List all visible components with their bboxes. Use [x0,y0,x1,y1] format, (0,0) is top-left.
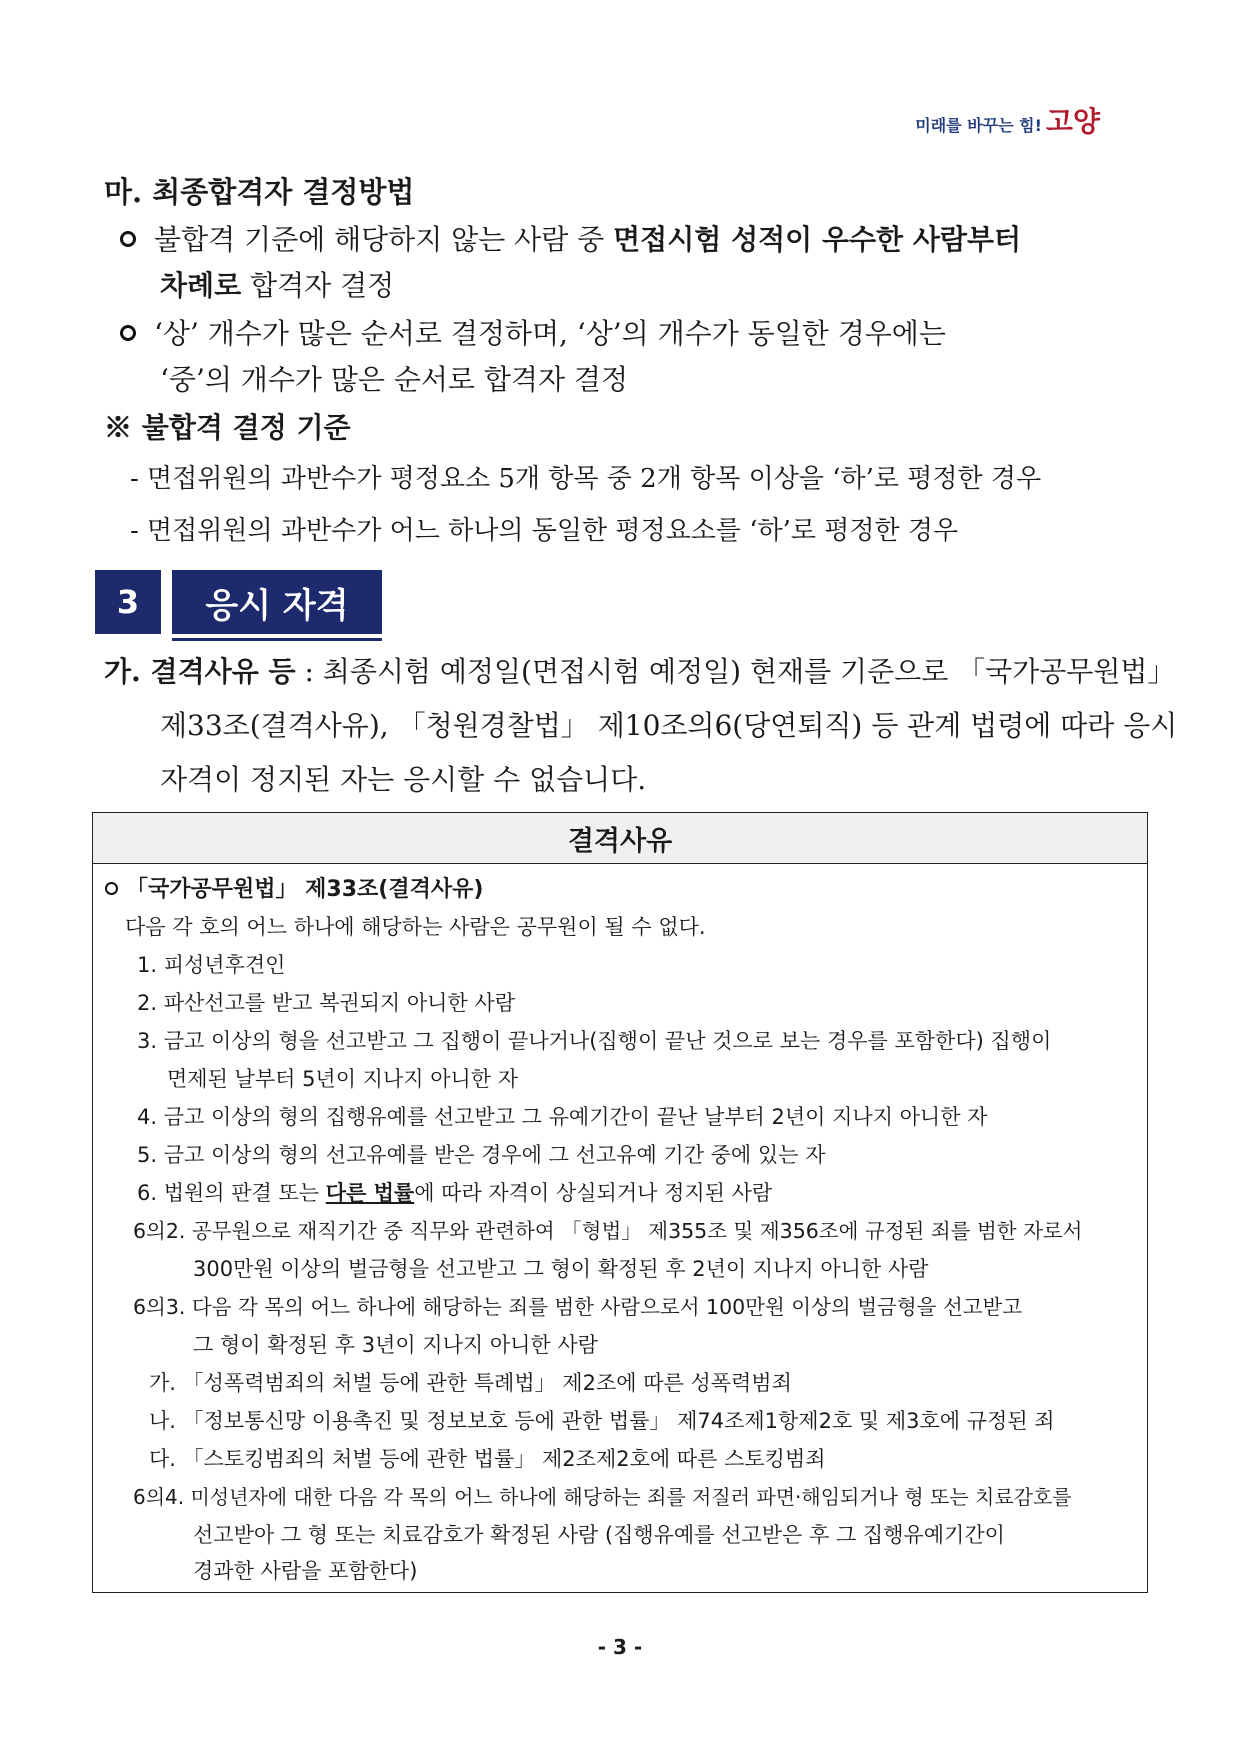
item-6-2-line2: 300만원 이상의 벌금형을 선고받고 그 형이 확정된 후 2년이 지나지 아니한 사람 [193,1257,929,1281]
item-2: 2. 파산선고를 받고 복권되지 아니한 사람 [137,991,515,1015]
sub-item-ga: 가. 「성폭력범죄의 처벌 등에 관한 특례법」 제2조에 따른 성폭력범죄 [149,1371,792,1395]
item-1: 1. 피성년후견인 [137,953,286,977]
item-4: 4. 금고 이상의 형의 집행유예를 선고받고 그 유예기간이 끝난 날부터 2년이 지나지 아니한 자 [137,1105,988,1129]
item-6-2-line1: 6의2. 공무원으로 재직기간 중 직무와 관련하여 「형법」 제355조 및 제356조에 규정된 죄를 범한 자로서 [133,1219,1083,1243]
item-6-text-2: 에 따라 자격이 상실되거나 정지된 사람 [414,1181,773,1205]
note-item-2: - 면접위원의 과반수가 어느 하나의 동일한 평정요소를 ‘하’로 평정한 경우 [130,516,959,546]
sub-item-na: 나. 「정보통신망 이용촉진 및 정보보호 등에 관한 법률」 제74조제1항제2호 및 제3호에 규정된 죄 [149,1409,1055,1433]
section-number-badge: 3 [95,570,161,634]
slogan-prefix: 미래를 바꾸는 힘! [915,116,1042,135]
circle-bullet-icon [105,882,118,895]
note-heading: ※ 불합격 결정 기준 [104,411,351,444]
bullet2-line1 [120,317,946,350]
bullet1-text-2: 합격자 결정 [241,269,395,302]
ga-heading: 가. 결격사유 등 [104,655,296,688]
item-3-line2: 면제된 날부터 5년이 지나지 아니한 자 [167,1067,519,1091]
item-6-4-line1: 6의4. 미성년자에 대한 다음 각 목의 어느 하나에 해당하는 죄를 저질러 파면·해임되거나 형 또는 치료감호를 [133,1485,1072,1509]
section-title: 응시 자격 [172,570,382,634]
item-6-3-line1: 6의3. 다음 각 목의 어느 하나에 해당하는 죄를 범한 사람으로서 100만원 이상의 벌금형을 선고받고 [133,1295,1023,1319]
law-title: 「국가공무원법」 제33조(결격사유) [126,877,484,902]
header-slogan [915,100,1100,140]
item-6-text: 6. 법원의 판결 또는 [137,1181,326,1205]
bullet1-line2 [160,269,395,302]
ga-text-1: : 최종시험 예정일(면접시험 예정일) 현재를 기준으로 「국가공무원법」 [295,655,1176,688]
slogan-brand: 고양 [1045,105,1100,138]
item-6 [137,1183,772,1204]
circle-bullet-icon [120,231,136,247]
section-heading-ma: 마. 최종합격자 결정방법 [104,175,415,209]
bullet1-text: 불합격 기준에 해당하지 않는 사람 중 [154,223,614,256]
bullet1-line1 [120,223,1142,256]
bullet1-emphasis-2: 차례로 [160,269,242,302]
item-6-underlined: 다른 법률 [325,1181,415,1205]
item-5: 5. 금고 이상의 형의 선고유예를 받은 경우에 그 선고유예 기간 중에 있는 자 [137,1143,826,1167]
page-number: - 3 - [597,1635,643,1659]
intro-text: 다음 각 호의 어느 하나에 해당하는 사람은 공무원이 될 수 없다. [125,915,706,939]
circle-bullet-icon [120,325,136,341]
ga-line3: 자격이 정지된 자는 응시할 수 없습니다. [160,763,647,796]
bullet2-line2: ‘중’의 개수가 많은 순서로 합격자 결정 [160,363,629,396]
item-6-4-line2: 선고받아 그 형 또는 치료감호가 확정된 사람 (집행유예를 선고받은 후 그 집행유예기간이 [193,1523,1005,1547]
item-3-line1: 3. 금고 이상의 형을 선고받고 그 집행이 끝나거나(집행이 끝난 것으로 보는 경우를 포함한다) 집행이 [137,1029,1052,1053]
box-header: 결격사유 [93,813,1147,864]
item-6-4-line3: 경과한 사람을 포함한다) [193,1559,418,1583]
ga-line2: 제33조(결격사유), 「청원경찰법」 제10조의6(당연퇴직) 등 관계 법령에 따라 응시 [160,709,1178,742]
note-item-1: - 면접위원의 과반수가 평정요소 5개 항목 중 2개 항목 이상을 ‘하’로 평정한 경우 [130,464,1042,494]
law-title-line [105,879,483,901]
disqualification-box [92,812,1148,1593]
bullet2-text: ‘상’ 개수가 많은 순서로 결정하며, ‘상’의 개수가 동일한 경우에는 [154,317,946,350]
item-6-3-line2: 그 형이 확정된 후 3년이 지나지 아니한 사람 [193,1333,598,1357]
section-title-underline [172,638,382,641]
ga-line1 [104,655,1176,688]
bullet1-emphasis: 면접시험 성적이 우수한 사람부터 [613,223,1022,256]
sub-item-da: 다. 「스토킹범죄의 처벌 등에 관한 법률」 제2조제2호에 따른 스토킹범죄 [149,1447,826,1471]
